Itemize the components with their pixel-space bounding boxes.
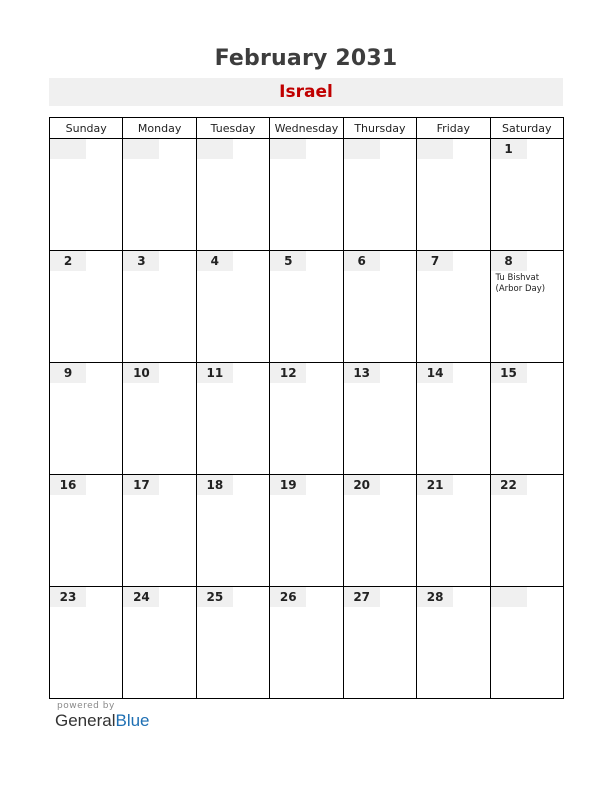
day-cell [50, 139, 123, 251]
day-cell [270, 363, 343, 475]
calendar-grid [49, 117, 564, 699]
day-cell [270, 475, 343, 587]
weekday-tuesday: Tuesday [196, 118, 269, 139]
day-cell [123, 475, 196, 587]
day-cell [270, 251, 343, 363]
day-cell [417, 139, 490, 251]
day-cell [270, 587, 343, 699]
day-number: 2 [50, 251, 86, 271]
day-cell [343, 475, 416, 587]
day-number: 5 [270, 251, 306, 271]
day-number [417, 139, 453, 159]
weekday-header-row [50, 118, 564, 139]
day-number: 24 [123, 587, 159, 607]
day-number: 23 [50, 587, 86, 607]
weekday-thursday: Thursday [343, 118, 416, 139]
day-number: 11 [197, 363, 233, 383]
day-cell [490, 139, 563, 251]
day-cell [417, 587, 490, 699]
day-cell [490, 251, 563, 363]
day-cell [123, 587, 196, 699]
day-cell [196, 363, 269, 475]
day-number: 12 [270, 363, 306, 383]
day-number: 3 [123, 251, 159, 271]
day-number [197, 139, 233, 159]
country-label: Israel [49, 78, 563, 106]
page-title: February 2031 [214, 46, 398, 71]
day-cell [123, 363, 196, 475]
week-row [50, 475, 564, 587]
day-number [123, 139, 159, 159]
week-row [50, 139, 564, 251]
day-cell [123, 251, 196, 363]
week-row [50, 363, 564, 475]
day-cell [490, 475, 563, 587]
day-number: 14 [417, 363, 453, 383]
day-number [270, 139, 306, 159]
day-number: 10 [123, 363, 159, 383]
powered-by-text: powered by [57, 701, 115, 711]
day-number: 8 [491, 251, 527, 271]
weekday-sunday: Sunday [50, 118, 123, 139]
day-number: 16 [50, 475, 86, 495]
day-cell [270, 139, 343, 251]
day-number: 26 [270, 587, 306, 607]
weekday-saturday: Saturday [490, 118, 563, 139]
weekday-wednesday: Wednesday [270, 118, 343, 139]
day-cell [196, 475, 269, 587]
day-cell [50, 475, 123, 587]
day-cell [343, 587, 416, 699]
day-cell [343, 251, 416, 363]
day-cell [343, 139, 416, 251]
day-number: 25 [197, 587, 233, 607]
day-number: 27 [344, 587, 380, 607]
brand-blue: Blue [115, 711, 150, 730]
brand-general: General [55, 711, 116, 730]
weekday-monday: Monday [123, 118, 196, 139]
week-row [50, 587, 564, 699]
day-cell [417, 363, 490, 475]
week-row [50, 251, 564, 363]
day-cell [196, 587, 269, 699]
day-cell [123, 139, 196, 251]
day-cell [490, 363, 563, 475]
day-cell [490, 587, 563, 699]
day-number: 18 [197, 475, 233, 495]
holiday-label: Tu Bishvat (Arbor Day) [495, 273, 546, 294]
day-number [344, 139, 380, 159]
day-number: 22 [491, 475, 527, 495]
day-cell [343, 363, 416, 475]
day-number: 13 [344, 363, 380, 383]
day-number: 6 [344, 251, 380, 271]
day-number: 9 [50, 363, 86, 383]
day-number [50, 139, 86, 159]
day-number: 7 [417, 251, 453, 271]
day-number: 21 [417, 475, 453, 495]
day-cell [50, 363, 123, 475]
day-cell [50, 251, 123, 363]
day-number: 20 [344, 475, 380, 495]
day-number: 19 [270, 475, 306, 495]
day-number: 1 [491, 139, 527, 159]
day-cell [50, 587, 123, 699]
generalblue-logo[interactable] [55, 711, 150, 731]
day-cell [196, 251, 269, 363]
day-cell [417, 475, 490, 587]
day-cell [196, 139, 269, 251]
day-number: 4 [197, 251, 233, 271]
day-number: 15 [491, 363, 527, 383]
weekday-friday: Friday [417, 118, 490, 139]
day-number: 28 [417, 587, 453, 607]
day-number: 17 [123, 475, 159, 495]
day-cell [417, 251, 490, 363]
day-number [491, 587, 527, 607]
